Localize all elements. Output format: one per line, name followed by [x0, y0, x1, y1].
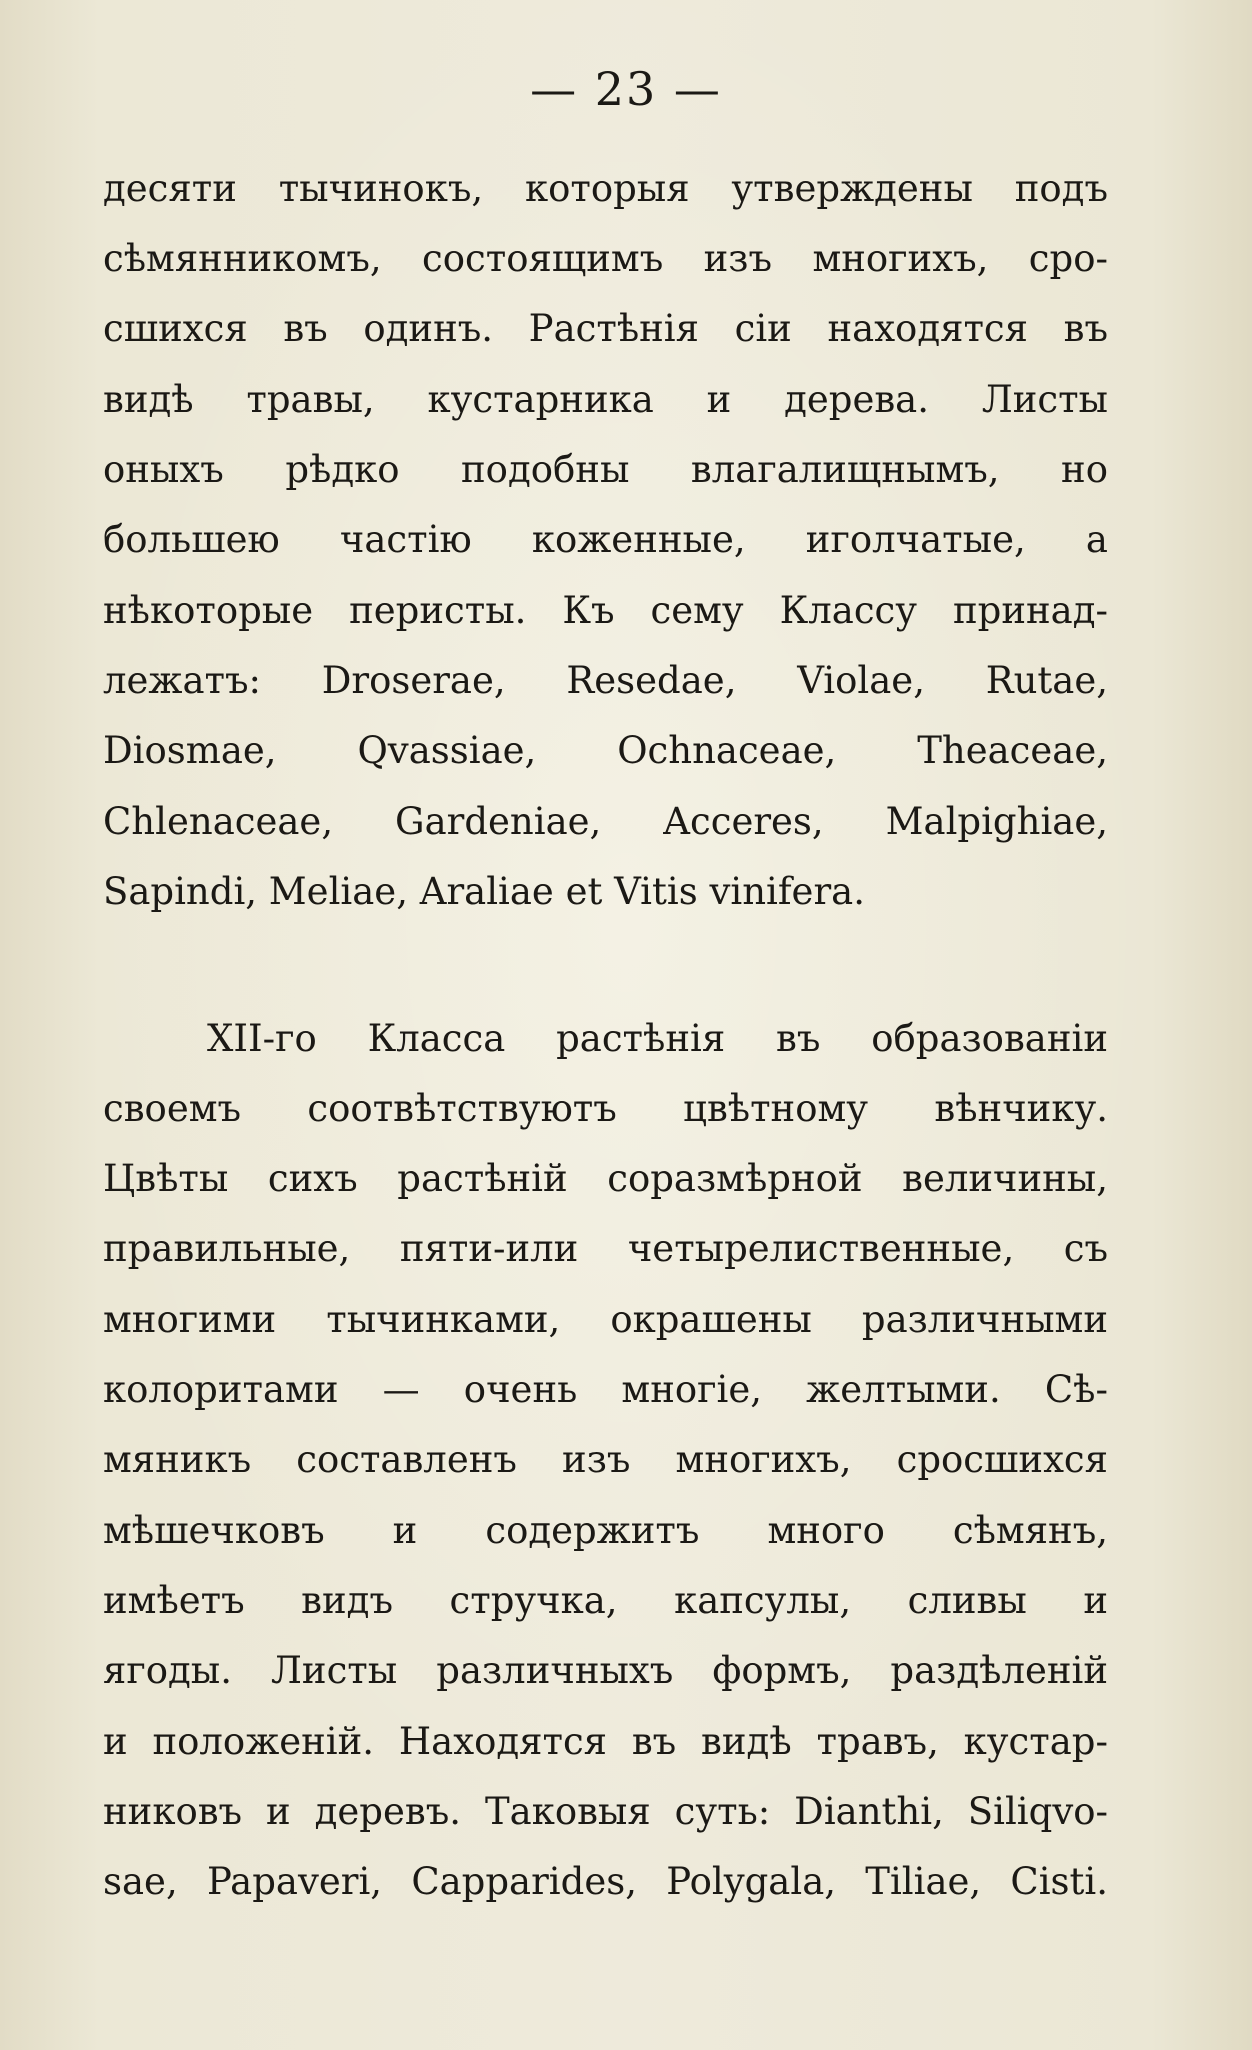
text-line: Sapindi, Meliae, Araliae et Vitis vinifera.: [103, 870, 865, 913]
text-line: Diosmae, Qvassiae, Ochnaceae, Theaceae,: [103, 729, 1108, 772]
text-line: XII-го Класса растѣнія въ образованіи: [207, 1017, 1108, 1060]
text-line: никовъ и деревъ. Таковыя суть: Dianthi, Siliqvo-: [103, 1790, 1108, 1833]
text-line: лежатъ: Droserae, Resedae, Violae, Rutae,: [103, 659, 1108, 702]
text-line: Chlenaceae, Gardeniae, Acceres, Malpighiae,: [103, 800, 1108, 843]
text-line: правильные, пяти-или четырелиственные, съ: [103, 1227, 1108, 1270]
text-line: сѣмянникомъ, состоящимъ изъ многихъ, сро-: [103, 237, 1108, 280]
text-line: оныхъ рѣдко подобны влагалищнымъ, но: [103, 448, 1108, 491]
text-line: сшихся въ одинъ. Растѣнія сіи находятся въ: [103, 307, 1108, 350]
text-line: мѣшечковъ и содержитъ много сѣмянъ,: [103, 1509, 1108, 1552]
text-line: и положеній. Находятся въ видѣ травъ, кустар-: [103, 1720, 1108, 1763]
text-line: Цвѣты сихъ растѣній соразмѣрной величины,: [103, 1157, 1108, 1200]
text-line: многими тычинками, окрашены различными: [103, 1298, 1108, 1341]
text-line: колоритами — очень многіе, желтыми. Сѣ-: [103, 1368, 1108, 1411]
text-line: нѣкоторые перисты. Къ сему Классу принад-: [103, 589, 1108, 632]
text-line: имѣетъ видъ стручка, капсулы, сливы и: [103, 1579, 1108, 1622]
text-line: видѣ травы, кустарника и дерева. Листы: [103, 378, 1108, 421]
text-line: sae, Papaveri, Capparides, Polygala, Tiliae, Cisti.: [103, 1860, 1108, 1903]
text-line: большею частію коженные, иголчатые, а: [103, 518, 1108, 561]
page-number: — 23 —: [530, 62, 722, 116]
text-line: своемъ соотвѣтствуютъ цвѣтному вѣнчику.: [103, 1087, 1108, 1130]
text-line: мяникъ составленъ изъ многихъ, сросшихся: [103, 1438, 1108, 1481]
text-line: десяти тычинокъ, которыя утверждены подъ: [103, 167, 1108, 210]
text-line: ягоды. Листы различныхъ формъ, раздѣленій: [103, 1649, 1108, 1692]
